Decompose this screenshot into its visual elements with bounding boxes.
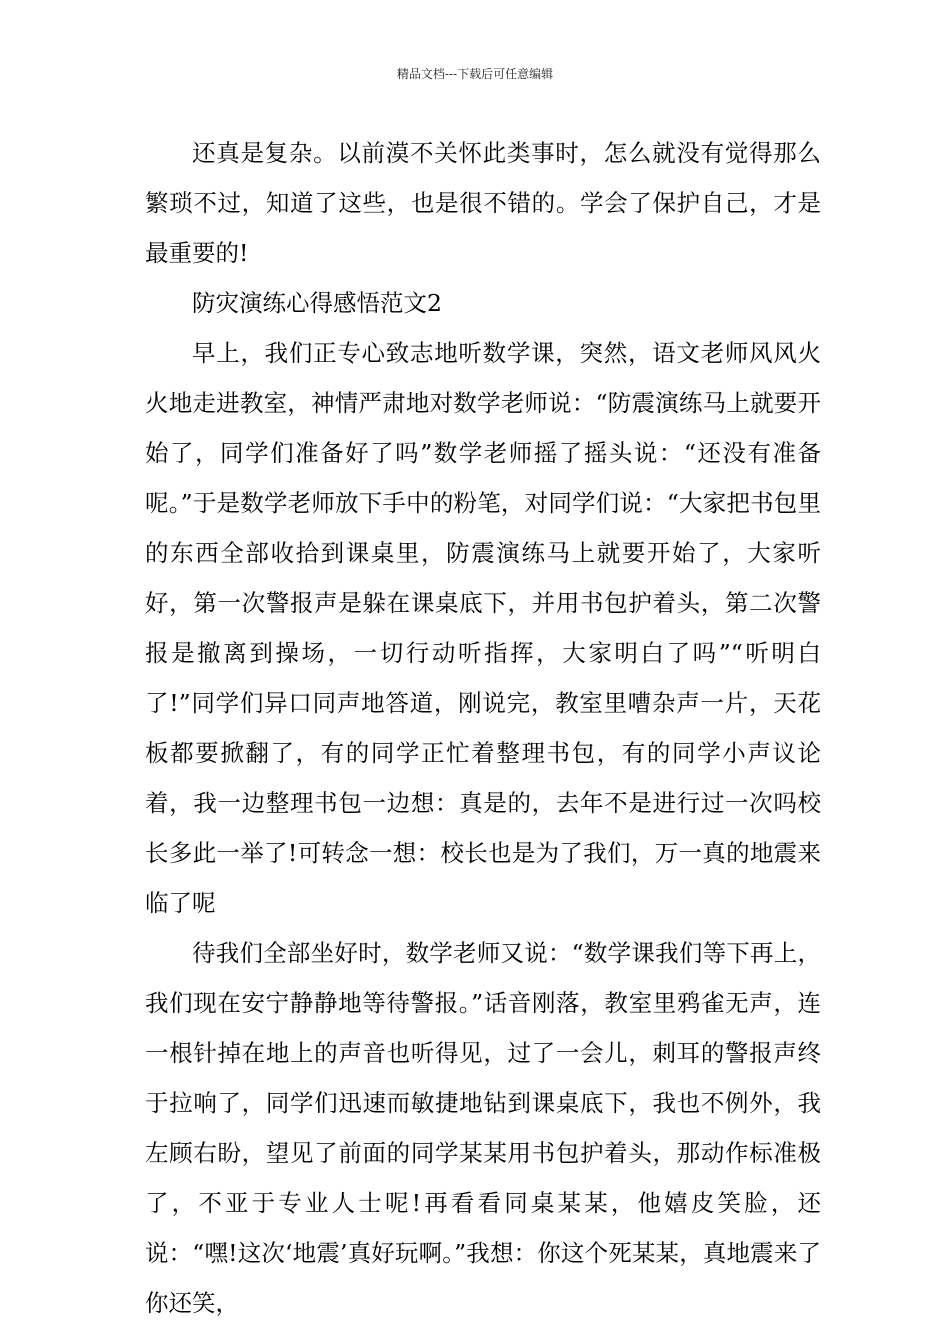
section-heading: 防灾演练心得感悟范文2 — [192, 289, 442, 317]
paragraph-intro: 还真是复杂。以前漠不关怀此类事时，怎么就没有觉得那么繁琐不过，知道了这些，也是很不错的。学会了保护自己，才是最重要的! — [145, 139, 821, 267]
paragraph-waiting: 待我们全部坐好时，数学老师又说：“数学课我们等下再上，我们现在安宁静静地等待警报。”话音刚落，教室里鸦雀无声，连一根针掉在地上的声音也听得见，过了一会儿，刺耳的警报声终于拉响了，同学们迅速而敏捷地钻到课桌底下，我也不例外，我左顾右盼，望见了前面的同学某某用书包护着头，那动作标准极了，不亚于专业人士呢!再看看同桌某某，他嬉皮笑脸，还说：“嘿!这次‘地震’真好玩啊。”我想：你这个死某某，真地震来了你还笑， — [145, 939, 821, 1317]
page-header: 精品文档---下载后可任意编辑 — [396, 67, 554, 81]
document-body — [145, 128, 821, 1328]
paragraph-morning: 早上，我们正专心致志地听数学课，突然，语文老师风风火火地走进教室，神情严肃地对数学老师说：“防震演练马上就要开始了，同学们准备好了吗”数学老师摇了摇头说：“还没有准备呢。”于是数学老师放下手中的粉笔，对同学们说：“大家把书包里的东西全部收拾到课桌里，防震演练马上就要开始了，大家听好，第一次警报声是躲在课桌底下，并用书包护着头，第二次警报是撤离到操场，一切行动听指挥，大家明白了吗”“听明白了!”同学们异口同声地答道，刚说完，教室里嘈杂声一片，天花板都要掀翻了，有的同学正忙着整理书包，有的同学小声议论着，我一边整理书包一边想：真是的，去年不是进行过一次吗校长多此一举了!可转念一想：校长也是为了我们，万一真的地震来临了呢 — [145, 339, 821, 917]
